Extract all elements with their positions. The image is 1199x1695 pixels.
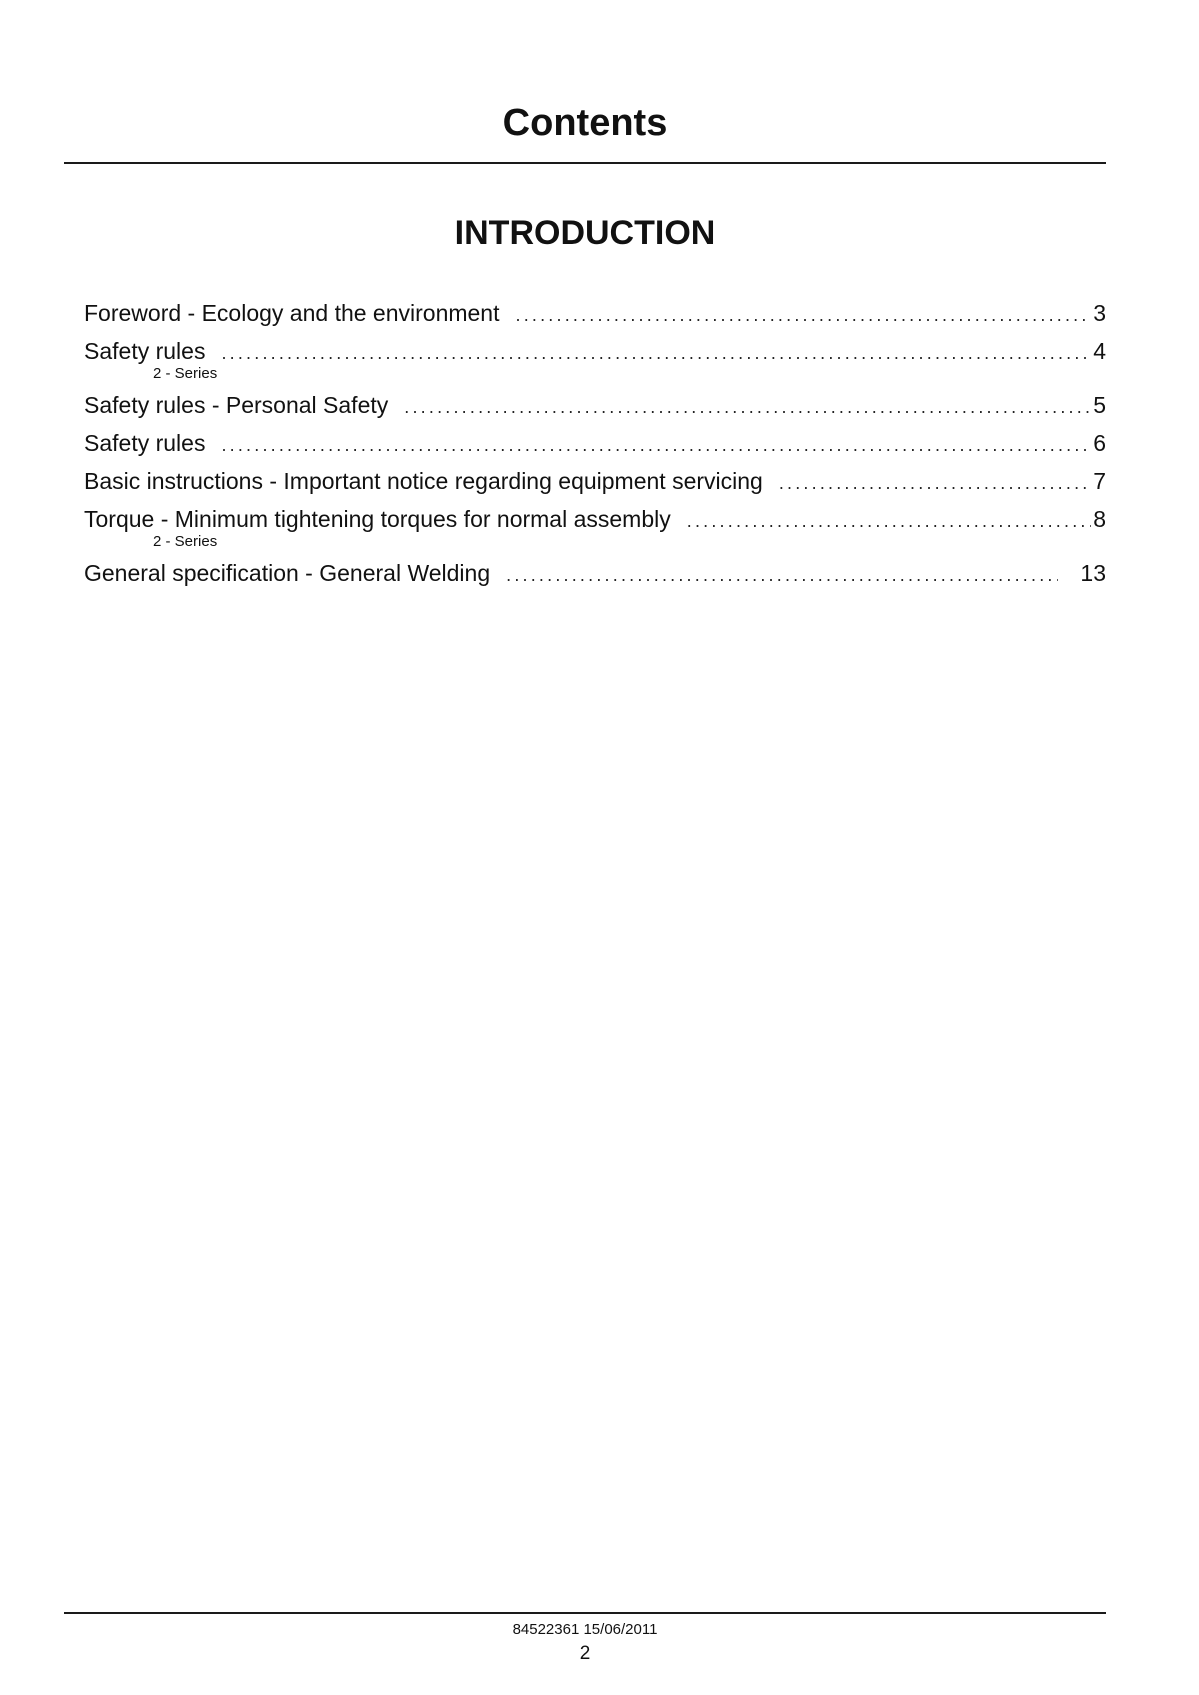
dot-leader <box>516 302 1092 328</box>
dot-leader <box>779 470 1091 496</box>
toc-entry-label: Basic instructions - Important notice regarding equipment servicing <box>84 468 763 494</box>
toc-entry[interactable] <box>84 430 1106 458</box>
section-title: INTRODUCTION <box>454 214 716 252</box>
toc-entry-page: 7 <box>1093 468 1106 494</box>
dot-leader <box>404 394 1091 420</box>
page-title: Contents <box>502 102 668 144</box>
toc-entry-page: 4 <box>1093 338 1106 364</box>
dot-leader <box>506 562 1058 588</box>
page-number: 2 <box>579 1643 591 1664</box>
document-reference: 84522361 15/06/2011 <box>512 1621 658 1638</box>
toc-entry[interactable] <box>84 300 1106 328</box>
toc-entry-subtitle: 2 - Series <box>153 533 218 550</box>
dot-leader <box>221 432 1091 458</box>
toc-entry[interactable] <box>84 506 1106 550</box>
dot-leader <box>687 508 1091 534</box>
toc-entry-page: 3 <box>1093 300 1106 326</box>
footer-divider <box>64 1612 1106 1614</box>
toc-entry-label: Torque - Minimum tightening torques for normal assembly <box>84 506 671 532</box>
toc-entry-label: Safety rules <box>84 338 206 364</box>
toc-entry-label: Safety rules <box>84 430 206 456</box>
toc-entry[interactable] <box>84 338 1106 382</box>
toc-entry[interactable] <box>84 560 1106 588</box>
toc-entry-page: 6 <box>1093 430 1106 456</box>
toc-entry-page: 8 <box>1093 506 1106 532</box>
toc-entry[interactable] <box>84 392 1106 420</box>
toc-entry-page: 13 <box>1080 560 1106 586</box>
dot-leader <box>221 340 1091 366</box>
table-of-contents <box>84 300 1106 598</box>
toc-entry-subtitle: 2 - Series <box>153 365 218 382</box>
toc-entry-page: 5 <box>1093 392 1106 418</box>
toc-entry[interactable] <box>84 468 1106 496</box>
toc-entry-label: Safety rules - Personal Safety <box>84 392 389 418</box>
toc-entry-label: Foreword - Ecology and the environment <box>84 300 500 326</box>
toc-entry-label: General specification - General Welding <box>84 560 491 586</box>
header-divider <box>64 162 1106 164</box>
